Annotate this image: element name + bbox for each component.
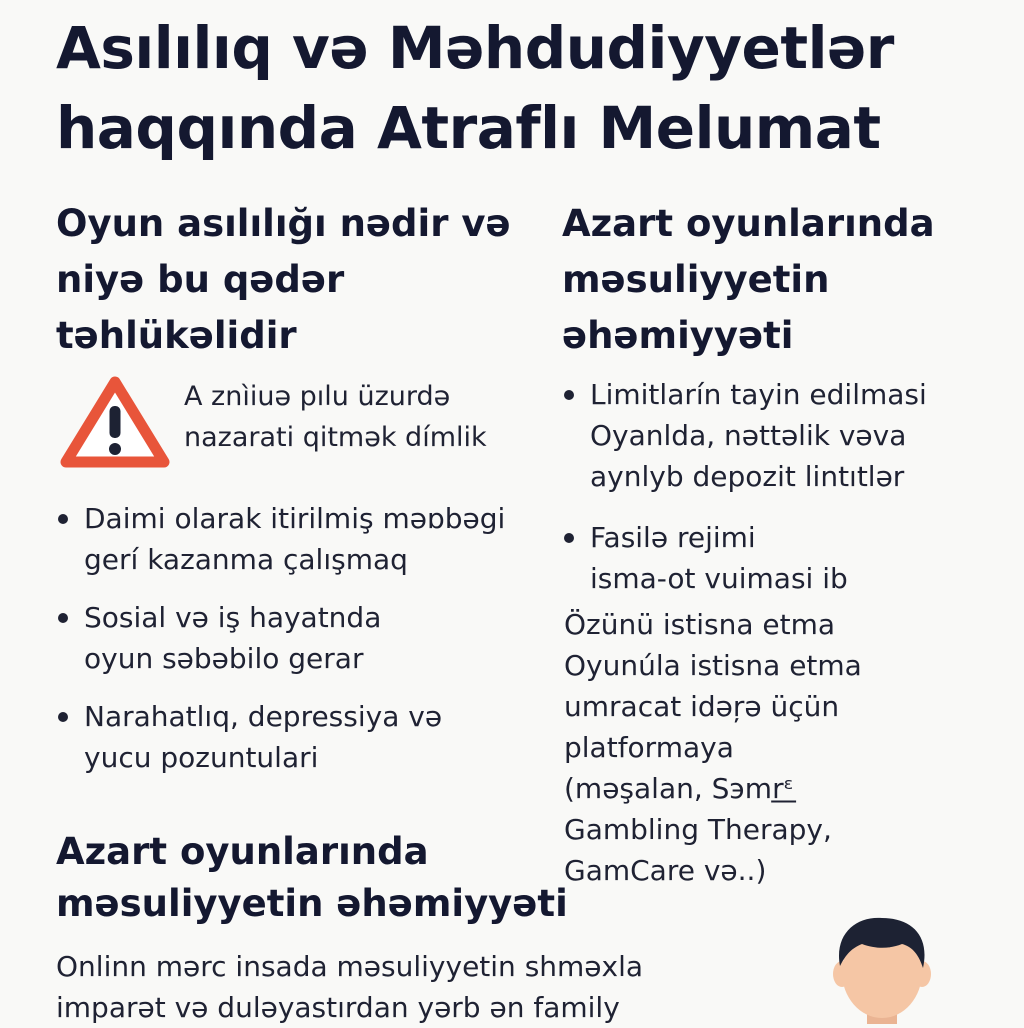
list-item-line: isma-ot vuimasi ib <box>590 562 848 595</box>
paragraph-line: imparət və duləyastırdan yərb ən family <box>56 991 620 1024</box>
page-title-line-2: haqqında Atraflı Melumat <box>56 94 881 162</box>
addiction-signs-list <box>58 498 548 795</box>
list-item-line: Sosial və iş hayatnda <box>84 601 382 634</box>
list-item-line: Narahatlıq, depressiya və <box>84 700 443 733</box>
warning-text-line: A znìiuə pılu üzurdə <box>184 381 451 412</box>
list-item-line: Limitlarín tayin edilmasi <box>590 378 927 411</box>
self-exclusion-block <box>564 604 1004 891</box>
self-exclusion-line: Oyunúla istisna etma <box>564 649 862 682</box>
self-exclusion-line: (məşalan, Sэmr͟ᵋ <box>564 772 794 805</box>
warning-triangle-icon <box>60 374 170 470</box>
self-exclusion-line: Gambling Therapy, <box>564 813 832 846</box>
self-exclusion-line: GamCare və..) <box>564 854 767 887</box>
list-item-line: Daimi olarak itirilmiş məɒbəgi <box>84 502 506 535</box>
self-exclusion-line: platformaya <box>564 731 734 764</box>
warning-callout <box>60 372 540 472</box>
list-item-line: Oyanlda, nəttəlik vəva <box>590 419 907 452</box>
responsibility-section-heading: Azart oyunlarında məsuliyyetin əhəmiyyəti <box>562 202 935 357</box>
list-item <box>58 696 548 778</box>
warning-text-line: nazarati qitmək dı́mlik <box>184 422 487 453</box>
list-item-line: yucu pozuntulari <box>84 741 319 774</box>
list-item <box>564 374 1014 497</box>
bottom-section-heading: Azart oyunlarında məsuliyyetin əhəmiyyəti <box>56 830 568 925</box>
responsibility-tools-list <box>564 374 1014 619</box>
page-title-line-1: Asılılıq və Məhdudiyyetlər <box>56 14 894 82</box>
list-item <box>58 597 548 679</box>
page-title <box>56 8 996 168</box>
self-exclusion-line: umracat idəŗə üçün <box>564 690 840 723</box>
warning-text <box>184 376 544 458</box>
list-item-line: Fasilə rejimi <box>590 521 756 554</box>
bottom-paragraph <box>56 946 756 1028</box>
list-item <box>564 517 1014 599</box>
person-avatar-icon <box>822 912 942 1024</box>
addiction-section-heading: Oyun asılılığı nədir və niyə bu qədər təhlükəlidir <box>56 202 511 357</box>
list-item-line: oyun səbəbilo gerar <box>84 642 364 675</box>
list-item <box>58 498 548 580</box>
paragraph-line: Onlinn mərc insada məsuliyyetin shməxla <box>56 950 644 983</box>
self-exclusion-line: Özünü istisna etma <box>564 608 836 641</box>
list-item-line: aynlyb depozit lintıtlər <box>590 460 905 493</box>
list-item-line: gerí kazanma çalışmaq <box>84 543 408 576</box>
